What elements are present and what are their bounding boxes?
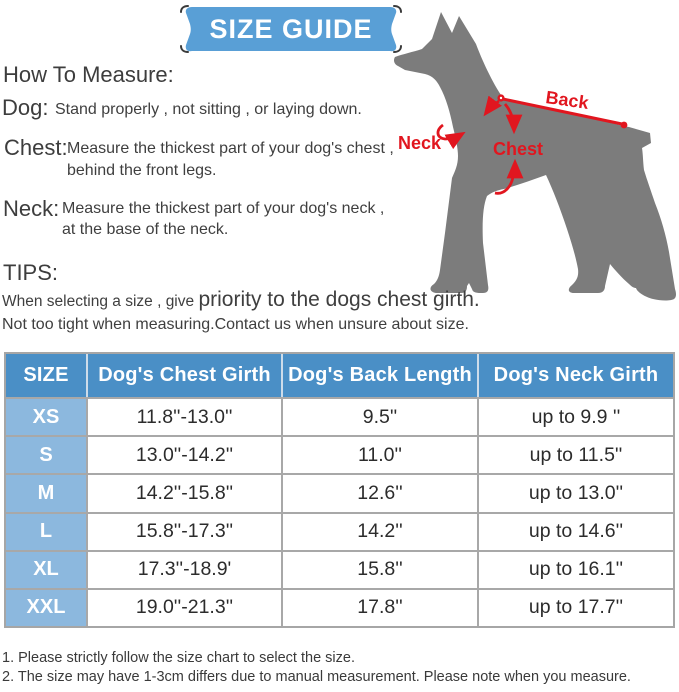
chest-instruction-line1: Measure the thickest part of your dog's chest ,	[67, 140, 394, 157]
cell-size: XXL	[6, 590, 86, 626]
cell-chest: 19.0''-21.3''	[86, 590, 281, 626]
table-row	[6, 550, 673, 588]
cell-back: 15.8''	[281, 552, 477, 588]
dog-instruction: Stand properly , not sitting , or laying down.	[55, 101, 362, 118]
cell-chest: 14.2''-15.8''	[86, 475, 281, 511]
withers-dot-center	[500, 97, 502, 99]
cell-back: 14.2''	[281, 514, 477, 550]
tips-heading: TIPS:	[3, 260, 59, 285]
cell-chest: 15.8''-17.3''	[86, 514, 281, 550]
cell-size: XS	[6, 399, 86, 435]
cell-chest: 13.0''-14.2''	[86, 437, 281, 473]
cell-neck: up to 13.0''	[477, 475, 673, 511]
ribbon-shape	[178, 2, 404, 56]
cell-neck: up to 14.6''	[477, 514, 673, 550]
neck-label: Neck	[398, 133, 442, 153]
header-chest: Dog's Chest Girth	[86, 354, 281, 397]
cell-back: 9.5''	[281, 399, 477, 435]
cell-back: 11.0''	[281, 437, 477, 473]
size-table	[4, 352, 675, 628]
cell-neck: up to 9.9 ''	[477, 399, 673, 435]
cell-neck: up to 11.5''	[477, 437, 673, 473]
cell-chest: 11.8''-13.0''	[86, 399, 281, 435]
tips-line2: Not too tight when measuring.Contact us when unsure about size.	[2, 316, 469, 333]
cell-size: XL	[6, 552, 86, 588]
table-row	[6, 435, 673, 473]
cell-back: 12.6''	[281, 475, 477, 511]
neck-instruction-line1: Measure the thickest part of your dog's neck ,	[62, 200, 385, 217]
cell-size: S	[6, 437, 86, 473]
cell-back: 17.8''	[281, 590, 477, 626]
tips-line1	[2, 288, 480, 312]
footnote-1: 1. Please strictly follow the size chart to select the size.	[2, 650, 355, 666]
cell-neck: up to 16.1''	[477, 552, 673, 588]
size-guide-banner	[178, 2, 404, 56]
how-to-measure-heading: How To Measure:	[3, 62, 174, 87]
table-row	[6, 512, 673, 550]
back-label: Back	[544, 87, 590, 113]
table-row	[6, 473, 673, 511]
banner-title: SIZE GUIDE	[209, 14, 373, 44]
table-header-row	[6, 354, 673, 397]
cell-chest: 17.3''-18.9'	[86, 552, 281, 588]
header-neck: Dog's Neck Girth	[477, 354, 673, 397]
tips-line1-normal: When selecting a size , give	[2, 293, 199, 310]
header-size: SIZE	[23, 364, 69, 386]
cell-size: L	[6, 514, 86, 550]
chest-instruction-line2: behind the front legs.	[67, 162, 217, 179]
footnote-2: 2. The size may have 1-3cm differs due to manual measurement. Please note when you measure.	[2, 669, 631, 685]
table-row	[6, 588, 673, 626]
header-back: Dog's Back Length	[281, 354, 477, 397]
tail-dot	[621, 122, 628, 129]
chest-label: Chest	[493, 139, 544, 159]
cell-size: M	[6, 475, 86, 511]
table-row	[6, 397, 673, 435]
cell-neck: up to 17.7''	[477, 590, 673, 626]
tips-line1-emphasis: priority to the dogs chest girth.	[198, 288, 480, 311]
neck-label-text: Neck:	[3, 196, 60, 221]
dog-label: Dog:	[2, 95, 49, 120]
chest-label-text: Chest:	[4, 135, 68, 160]
neck-instruction-line2: at the base of the neck.	[62, 221, 229, 238]
